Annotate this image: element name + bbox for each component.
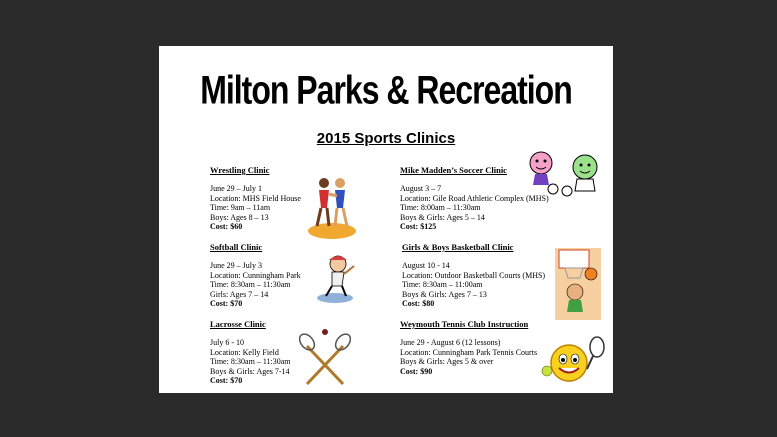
clinic-dates: August 10 - 14 bbox=[402, 261, 450, 271]
clinic-location: Location: Cunningham Park bbox=[210, 270, 301, 280]
clinic-name: Softball Clinic bbox=[210, 242, 263, 252]
clinic-ages: Girls: Ages 7 – 14 bbox=[210, 289, 269, 299]
soccer-kids-clipart-icon bbox=[521, 149, 611, 197]
clinic-ages: Boys: Ages 8 – 13 bbox=[210, 212, 269, 222]
clinic-dates: July 6 - 10 bbox=[210, 338, 244, 348]
lacrosse-sticks-clipart-icon bbox=[299, 328, 351, 386]
clinic-cost: Cost: $60 bbox=[210, 222, 243, 232]
clinic-dates: June 29 – July 3 bbox=[210, 261, 262, 271]
clinic-time: Time: 8:00am – 11:30am bbox=[400, 203, 481, 213]
basketball-clipart-icon bbox=[555, 244, 601, 320]
flyer-page bbox=[159, 46, 613, 393]
clinic-time: Time: 8:30am – 11:30am bbox=[210, 280, 291, 290]
flyer-subtitle: 2015 Sports Clinics bbox=[316, 130, 456, 147]
clinic-name: Girls & Boys Basketball Clinic bbox=[402, 242, 514, 252]
clinic-name: Mike Madden’s Soccer Clinic bbox=[400, 165, 507, 175]
clinic-cost: Cost: $70 bbox=[210, 299, 243, 309]
clinic-time: Time: 8:30am – 11:30am bbox=[210, 357, 291, 367]
tennis-smiley-clipart-icon bbox=[541, 335, 607, 387]
clinic-dates: August 3 – 7 bbox=[400, 184, 442, 194]
clinic-location: Location: Gile Road Athletic Complex (MHS) bbox=[400, 193, 549, 203]
clinic-name: Weymouth Tennis Club Instruction bbox=[400, 319, 529, 329]
clinic-lacrosse bbox=[210, 320, 291, 385]
clinic-time: Time: 9am – 11am bbox=[210, 203, 271, 213]
clinic-dates: June 29 – July 1 bbox=[210, 184, 262, 194]
clinic-cost: Cost: $80 bbox=[402, 299, 435, 309]
softball-player-clipart-icon bbox=[314, 252, 356, 304]
clinic-ages: Boys & Girls: Ages 5 – 14 bbox=[400, 212, 485, 222]
clinic-location: Location: MHS Field House bbox=[210, 193, 301, 203]
clinic-time: Time: 8:30am – 11:00am bbox=[402, 280, 483, 290]
clinic-ages: Boys & Girls: Ages 7 – 13 bbox=[402, 289, 487, 299]
clinic-location: Location: Cunningham Park Tennis Courts bbox=[400, 347, 538, 357]
clinic-ages: Boys & Girls: Ages 5 & over bbox=[400, 357, 494, 367]
clinic-location: Location: Outdoor Basketball Courts (MHS) bbox=[402, 270, 546, 280]
clinic-softball bbox=[210, 243, 301, 308]
clinic-name: Lacrosse Clinic bbox=[210, 319, 266, 329]
clinic-dates: June 29 - August 6 (12 lessons) bbox=[400, 338, 501, 348]
clinic-cost: Cost: $70 bbox=[210, 376, 243, 386]
clinic-ages: Boys & Girls: Ages 7-14 bbox=[210, 366, 290, 376]
clinic-location: Location: Kelly Field bbox=[210, 347, 279, 357]
clinic-wrestling bbox=[210, 166, 301, 231]
wrestlers-clipart-icon bbox=[307, 174, 357, 240]
flyer-title: Milton Parks & Recreation bbox=[200, 67, 572, 113]
clinic-cost: Cost: $125 bbox=[400, 222, 437, 232]
clinic-tennis bbox=[400, 320, 537, 376]
clinic-basketball bbox=[402, 243, 545, 308]
clinic-name: Wrestling Clinic bbox=[210, 165, 270, 175]
clinic-cost: Cost: $90 bbox=[400, 366, 433, 376]
